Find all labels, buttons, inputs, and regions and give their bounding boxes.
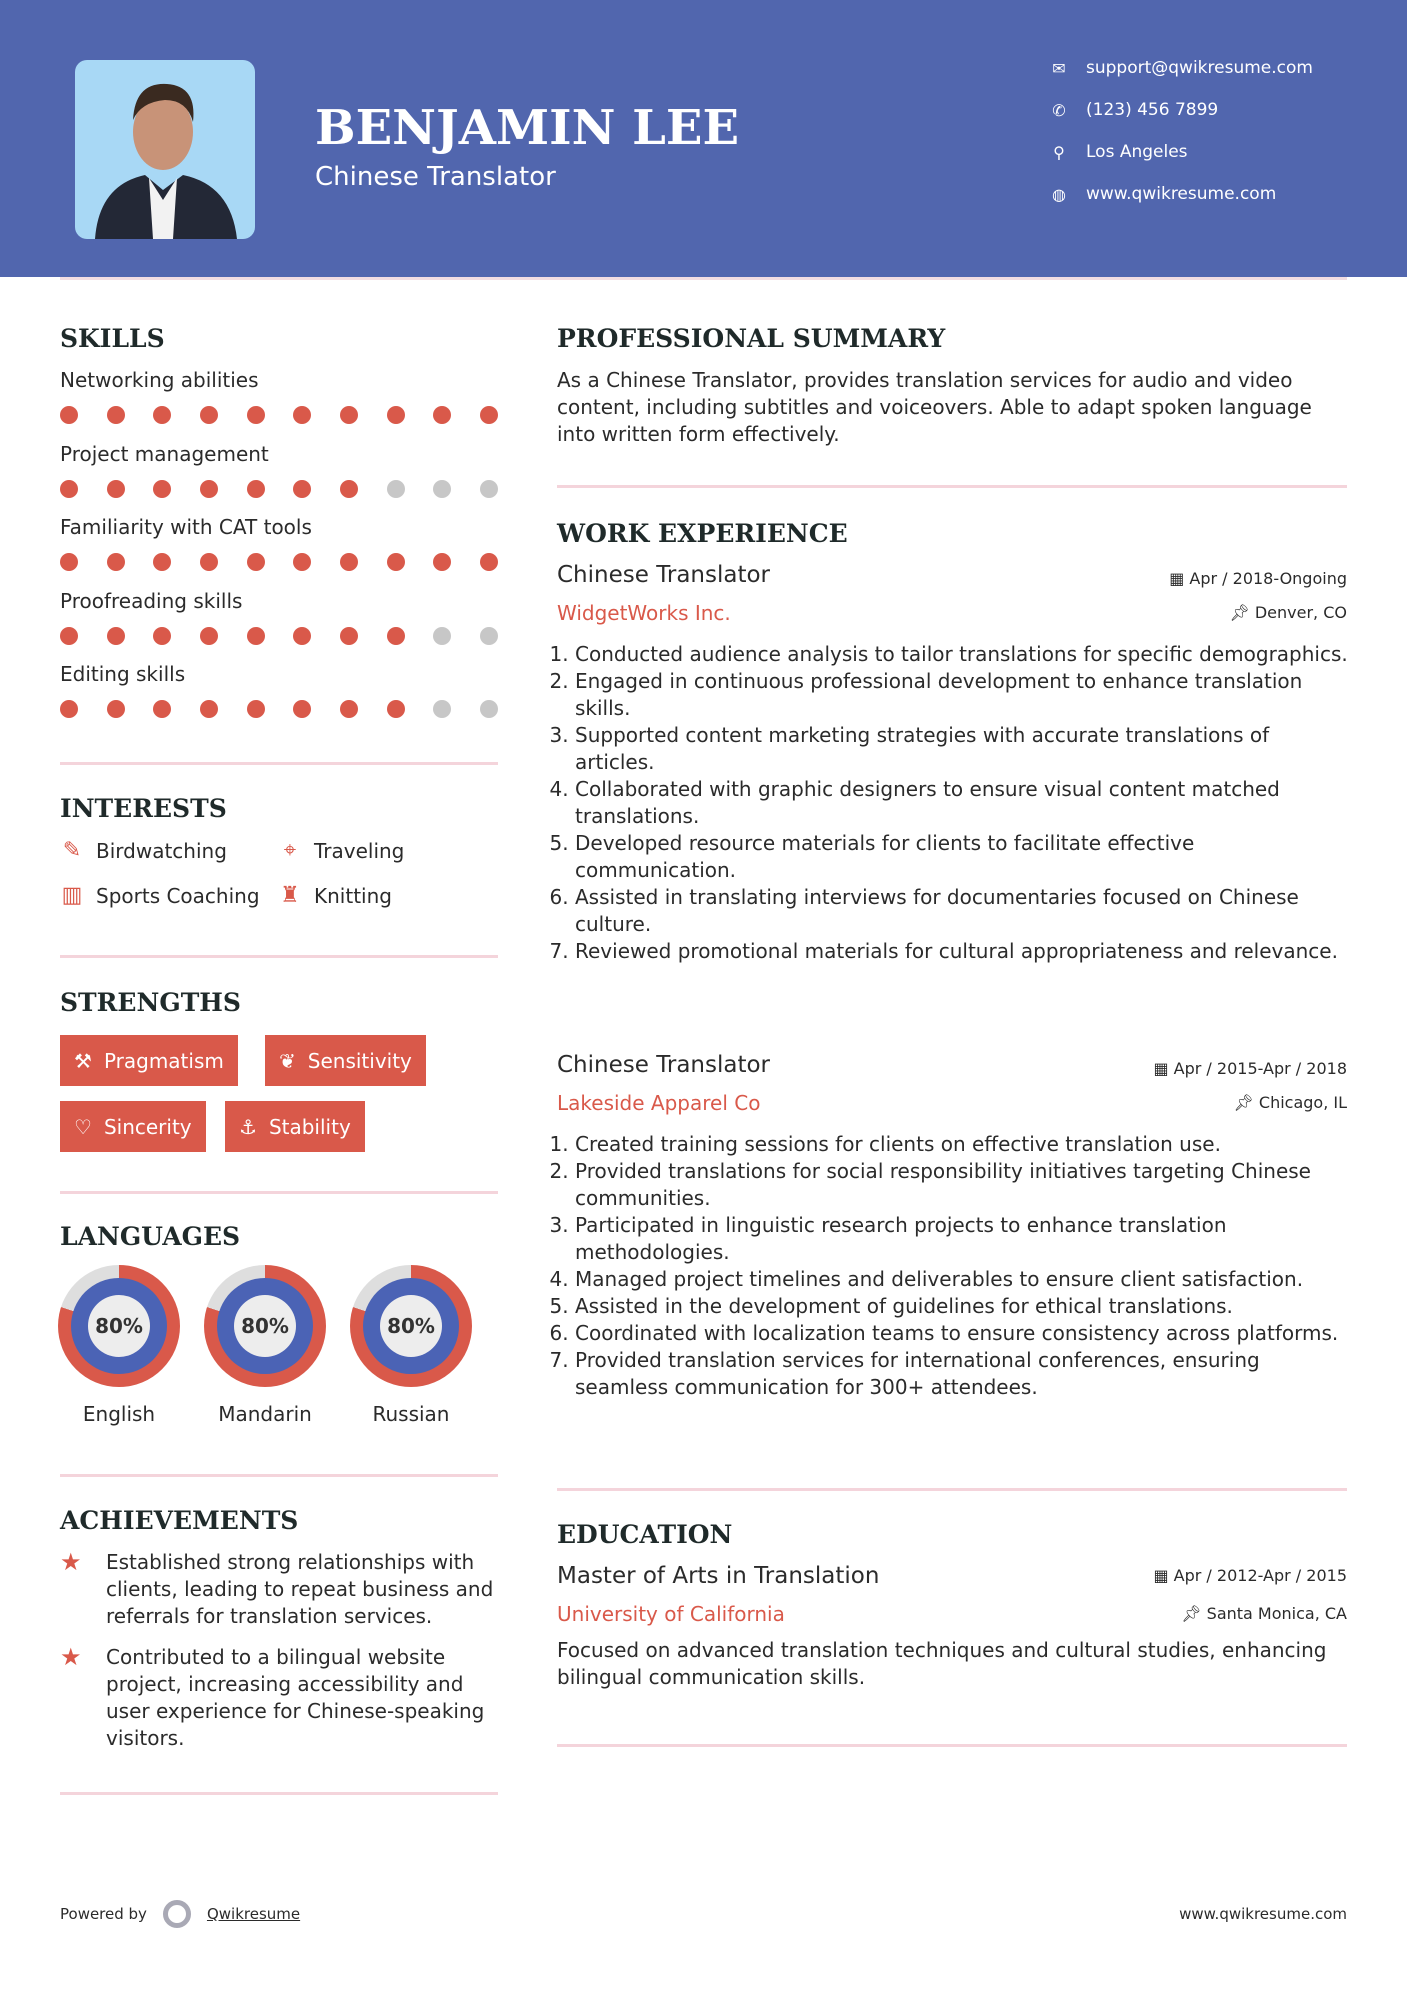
footer-url[interactable]: www.qwikresume.com [1179,1905,1347,1923]
divider [557,485,1347,488]
skill-dot [293,553,311,571]
powered-by-text: Powered by [60,1905,147,1923]
skill-label: Networking abilities [60,368,259,392]
skill-dot [433,480,451,498]
job-bullets [551,641,1351,965]
strength-badge [265,1035,426,1086]
skill-dot [480,406,498,424]
achievements-list [60,1549,500,1766]
language-donut [350,1265,472,1387]
skill-dot [153,480,171,498]
map-pin-icon: ⚲ [1053,142,1065,162]
phone-text: (123) 456 7899 [1086,100,1219,120]
language-percent: 80% [234,1295,296,1357]
email-text: support@qwikresume.com [1086,58,1313,78]
skill-dot [480,700,498,718]
skill-item [60,589,498,640]
donut-inner [217,1278,313,1374]
bullet-item: 3. Supported content marketing strategies with accurate translations of articles. [575,722,1351,776]
language-label: English [82,1402,156,1426]
strength-label: Sensitivity [307,1048,412,1073]
achievements-heading: ACHIEVEMENTS [60,1506,299,1535]
star-icon: ★ [60,1548,82,1576]
phone-icon: ✆ [1052,100,1066,120]
date-text: Apr / 2015-Apr / 2018 [1173,1059,1347,1078]
interest-item [278,883,392,908]
skill-item [60,515,498,566]
education-date [1153,1566,1347,1585]
interest-label: Birdwatching [96,838,227,863]
job-date [1169,569,1347,588]
location-text: Denver, CO [1254,603,1347,622]
skill-dot [107,627,125,645]
leaf-icon: ❦ [279,1048,296,1073]
skill-dot [107,480,125,498]
interest-label: Sports Coaching [96,883,260,908]
education-text: Focused on advanced translation techniques and cultural studies, enhancing bilingual communication skills. [557,1638,1327,1689]
contact-location [1050,142,1188,162]
strength-badge [225,1101,365,1152]
skill-label: Familiarity with CAT tools [60,515,312,539]
skill-dot [153,553,171,571]
education-heading: EDUCATION [557,1520,733,1549]
achievement-item [60,1549,500,1630]
skill-label: Proofreading skills [60,588,243,613]
skill-dot [387,627,405,645]
envelope-icon: ✉ [1052,58,1066,78]
skill-dot [340,627,358,645]
divider [60,955,498,958]
achievement-item [60,1644,500,1752]
language-percent: 80% [88,1295,150,1357]
company-name: Lakeside Apparel Co [557,1091,761,1115]
skill-label: Project management [60,441,269,466]
skill-dot [433,553,451,571]
skill-dot [387,700,405,718]
contact-website[interactable] [1050,184,1276,204]
skill-item [60,662,498,713]
skill-dot [387,406,405,424]
bullet-item: 2. Engaged in continuous professional development to enhance translation skills. [575,668,1351,722]
job-bullets [551,1131,1351,1401]
language-donut [58,1265,180,1387]
skill-dot [480,627,498,645]
skill-dot [433,627,451,645]
skill-dot [107,700,125,718]
skill-dot [340,553,358,571]
bullet-item: 7. Provided translation services for international conferences, ensuring seamless communication for 300+ attendees. [575,1347,1351,1401]
location-text: Santa Monica, CA [1206,1604,1347,1623]
skill-dot [247,480,265,498]
skill-dot [60,406,78,424]
skill-dot [153,700,171,718]
skill-rating [60,700,498,718]
experience-heading: WORK EXPERIENCE [557,519,848,548]
divider [60,1792,498,1795]
job-location [1229,603,1347,622]
star-icon: ★ [60,1643,82,1671]
qwikresume-logo-icon [163,1900,191,1928]
bullet-item: 2. Provided translations for social responsibility initiatives targeting Chinese communities. [575,1158,1351,1212]
qwikresume-link[interactable]: Qwikresume [206,1905,301,1923]
divider [60,762,498,765]
company-name: WidgetWorks Inc. [557,601,731,625]
skill-dot [60,627,78,645]
skill-dot [200,406,218,424]
pin-icon: 📌︎ [1181,1604,1207,1623]
strength-label: Stability [268,1114,351,1139]
job-title: Chinese Translator [557,1052,771,1078]
skill-rating [60,480,498,498]
skill-dot [480,553,498,571]
skill-dot [480,480,498,498]
location-text: Chicago, IL [1258,1093,1347,1112]
skill-dot [153,627,171,645]
language-donut [204,1265,326,1387]
skill-dot [293,480,311,498]
candidate-name: BENJAMIN LEE [315,100,740,156]
header-divider [60,277,1347,280]
gavel-icon: ⚒ [74,1048,92,1073]
job-location [1233,1093,1347,1112]
skill-dot [247,406,265,424]
summary-text: As a Chinese Translator, provides translation services for audio and video content, including subtitles and voiceovers. Able to adapt spoken language into written form effectively. [557,368,1312,446]
anchor-icon: ⚓ [239,1114,257,1139]
binoculars-icon: ⌖ [283,838,297,863]
achievement-text: Contributed to a bilingual website project, increasing accessibility and user experience for Chinese-speaking visitors. [106,1645,485,1750]
strength-label: Pragmatism [103,1048,224,1073]
bullet-item: 5. Assisted in the development of guidelines for ethical translations. [575,1293,1351,1320]
profile-photo [75,60,255,239]
skill-dot [433,406,451,424]
education-location [1181,1604,1347,1623]
skill-dot [340,700,358,718]
skill-label: Editing skills [60,662,186,686]
interest-label: Traveling [314,838,405,863]
calendar-icon: ▦ [1153,1059,1174,1078]
skill-dot [340,406,358,424]
bullet-item: 4. Collaborated with graphic designers to ensure visual content matched translations. [575,776,1351,830]
edit-icon: ✎ [62,838,82,863]
skill-dot [107,553,125,571]
skill-dot [293,627,311,645]
calendar-icon: ▦ [1169,569,1190,588]
divider [60,1474,498,1477]
skill-dot [60,700,78,718]
strength-badge [60,1101,206,1152]
contact-phone[interactable] [1050,100,1218,120]
strength-badge [60,1035,238,1086]
language-label: Russian [372,1402,450,1426]
website-text: www.qwikresume.com [1086,184,1277,204]
skill-dot [247,700,265,718]
date-text: Apr / 2012-Apr / 2015 [1173,1566,1347,1585]
strengths-heading: STRENGTHS [60,988,241,1017]
skill-dot [340,480,358,498]
job-date [1153,1059,1347,1078]
skill-item [60,368,498,419]
bullet-item: 6. Coordinated with localization teams to ensure consistency across platforms. [575,1320,1351,1347]
bullet-item: 1. Conducted audience analysis to tailor translations for specific demographics. [575,641,1351,668]
globe-icon: ◍ [1052,184,1066,204]
location-text: Los Angeles [1086,142,1188,162]
skill-dot [107,406,125,424]
skill-dot [153,406,171,424]
skill-dot [247,553,265,571]
candidate-title: Chinese Translator [315,162,556,192]
summary-heading: PROFESSIONAL SUMMARY [557,324,946,353]
skills-heading: SKILLS [60,324,165,353]
trophy-icon: ♜ [280,883,300,908]
footer-brand [60,1900,300,1928]
skills-list [60,368,498,736]
calendar-icon: ▦ [1153,1566,1174,1585]
school: University of California [557,1602,785,1626]
pin-icon: 📌︎ [1233,1093,1259,1112]
bullet-item: 5. Developed resource materials for clients to facilitate effective communication. [575,830,1351,884]
language-percent: 80% [380,1295,442,1357]
skill-dot [200,627,218,645]
skill-dot [387,480,405,498]
interest-item [278,838,404,863]
skill-dot [293,700,311,718]
skill-dot [387,553,405,571]
language-label: Mandarin [218,1402,312,1426]
interests-heading: INTERESTS [60,794,227,823]
interest-label: Knitting [314,883,392,908]
bullet-item: 6. Assisted in translating interviews for documentaries focused on Chinese culture. [575,884,1351,938]
bullet-item: 4. Managed project timelines and deliverables to ensure client satisfaction. [575,1266,1351,1293]
strength-label: Sincerity [103,1114,192,1139]
heart-icon: ♡ [74,1114,92,1139]
degree: Master of Arts in Translation [557,1563,880,1589]
bullet-item: 1. Created training sessions for clients on effective translation use. [575,1131,1351,1158]
skill-dot [200,480,218,498]
skill-rating [60,553,498,571]
skill-rating [60,627,498,645]
bullet-item: 3. Participated in linguistic research projects to enhance translation methodologies. [575,1212,1351,1266]
briefcase-icon: ▥ [61,883,83,908]
divider [60,1191,498,1194]
interest-item [60,883,260,908]
skill-dot [200,700,218,718]
pin-icon: 📌︎ [1229,603,1255,622]
languages-heading: LANGUAGES [60,1222,241,1251]
skill-dot [60,553,78,571]
date-text: Apr / 2018-Ongoing [1189,569,1347,588]
skill-dot [247,627,265,645]
achievement-text: Established strong relationships with clients, leading to repeat business and referrals for translation services. [106,1550,494,1628]
interest-item [60,838,227,863]
donut-inner [71,1278,167,1374]
skill-dot [60,480,78,498]
donut-inner [363,1278,459,1374]
divider [557,1488,1347,1491]
skill-dot [200,553,218,571]
job-title: Chinese Translator [557,562,771,588]
skill-dot [433,700,451,718]
skill-dot [293,406,311,424]
contact-email[interactable] [1050,58,1313,78]
divider [557,1744,1347,1747]
bullet-item: 7. Reviewed promotional materials for cultural appropriateness and relevance. [575,938,1351,965]
skill-item [60,442,498,493]
skill-rating [60,406,498,424]
